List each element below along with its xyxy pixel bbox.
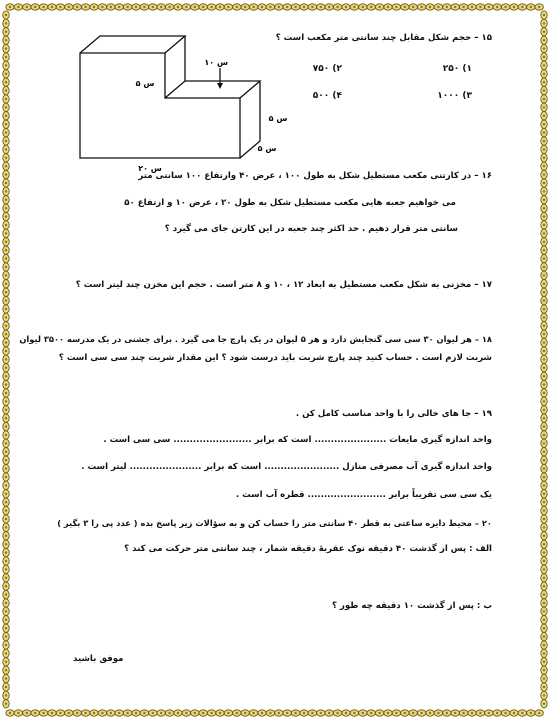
q15-option-3: ۳) ۱۰۰۰ bbox=[437, 91, 472, 101]
footer-good-luck: موفق باشید bbox=[73, 654, 124, 664]
question-20-part-b: ب : پس از گذشت ۱۰ دقیقه چه طور ؟ bbox=[331, 601, 492, 611]
question-19-line-3: یک سی سی تقریباً برابر ........................ قطره آب است . bbox=[235, 490, 492, 500]
q15-option-2: ۲) ۷۵۰ bbox=[312, 64, 342, 74]
figure-label-left: ۵ س bbox=[135, 79, 155, 88]
question-15-text: ۱۵ – حجم شکل مقابل چند سانتی متر مکعب است ؟ bbox=[275, 33, 492, 43]
question-20-text: ۲۰ – محیط دایره ساعتی به قطر ۴۰ سانتی متر را حساب کن و به سؤالات زیر پاسخ بده ( عدد پی را ۳ بگیر ) bbox=[57, 518, 492, 528]
figure-label-right-top: ۵ س bbox=[268, 114, 288, 123]
q15-option-1: ۱) ۲۵۰ bbox=[442, 64, 472, 74]
question-18-line-2: شربت لازم است . حساب کنید چند پارچ شربت باید درست شود ؟ این مقدار شربت چند سی سی است ؟ bbox=[58, 353, 492, 363]
figure-label-bottom: ۲۰ س bbox=[138, 164, 162, 173]
question-19-line-1: واحد اندازه گیری مایعات ...................... است که برابر ........................ سی سی است . bbox=[103, 435, 492, 445]
question-19-line-2: واحد اندازه گیری آب مصرفی منازل ....................... است که برابر ...................... لیتر است . bbox=[81, 462, 492, 472]
l-shaped-prism-figure bbox=[60, 28, 300, 178]
question-19-title: ۱۹ – جا های خالی را با واحد مناسب کامل کن . bbox=[295, 409, 492, 419]
question-20-part-a: الف : پس از گذشت ۴۰ دقیقه نوک عقربهٔ دقیقه شمار ، چند سانتی متر حرکت می کند ؟ bbox=[124, 544, 492, 554]
question-16-line-1: ۱۶ – در کارتنی مکعب مستطیل شکل به طول ۱۰۰ ، عرض ۴۰ وارتفاع ۱۰۰ سانتی متر bbox=[138, 171, 492, 181]
question-18-line-1: ۱۸ – هر لیوان ۳۰ سی سی گنجایش دارد و هر ۵ لیوان در یک پارچ جا می گیرد . برای جشنی در یک مدرسه ۳۵۰۰ لیوان bbox=[19, 334, 492, 344]
figure-label-top: ۱۰ س bbox=[204, 58, 228, 67]
question-16-line-2: می خواهیم جعبه هایی مکعب مستطیل شکل به طول ۲۰ ، عرض ۱۰ و ارتفاع ۵۰ bbox=[124, 198, 456, 208]
question-16-line-3: سانتی متر قرار دهیم . حد اکثر چند جعبه در این کارتن جای می گیرد ؟ bbox=[164, 224, 458, 234]
figure-label-right-bottom: ۵ س bbox=[257, 144, 277, 153]
question-17-text: ۱۷ – مخزنی به شکل مکعب مستطیل به ابعاد ۱۲ ، ۱۰ و ۸ متر است . حجم این مخزن چند لیتر است ؟ bbox=[75, 280, 492, 290]
q15-option-4: ۴) ۵۰۰ bbox=[312, 91, 342, 101]
